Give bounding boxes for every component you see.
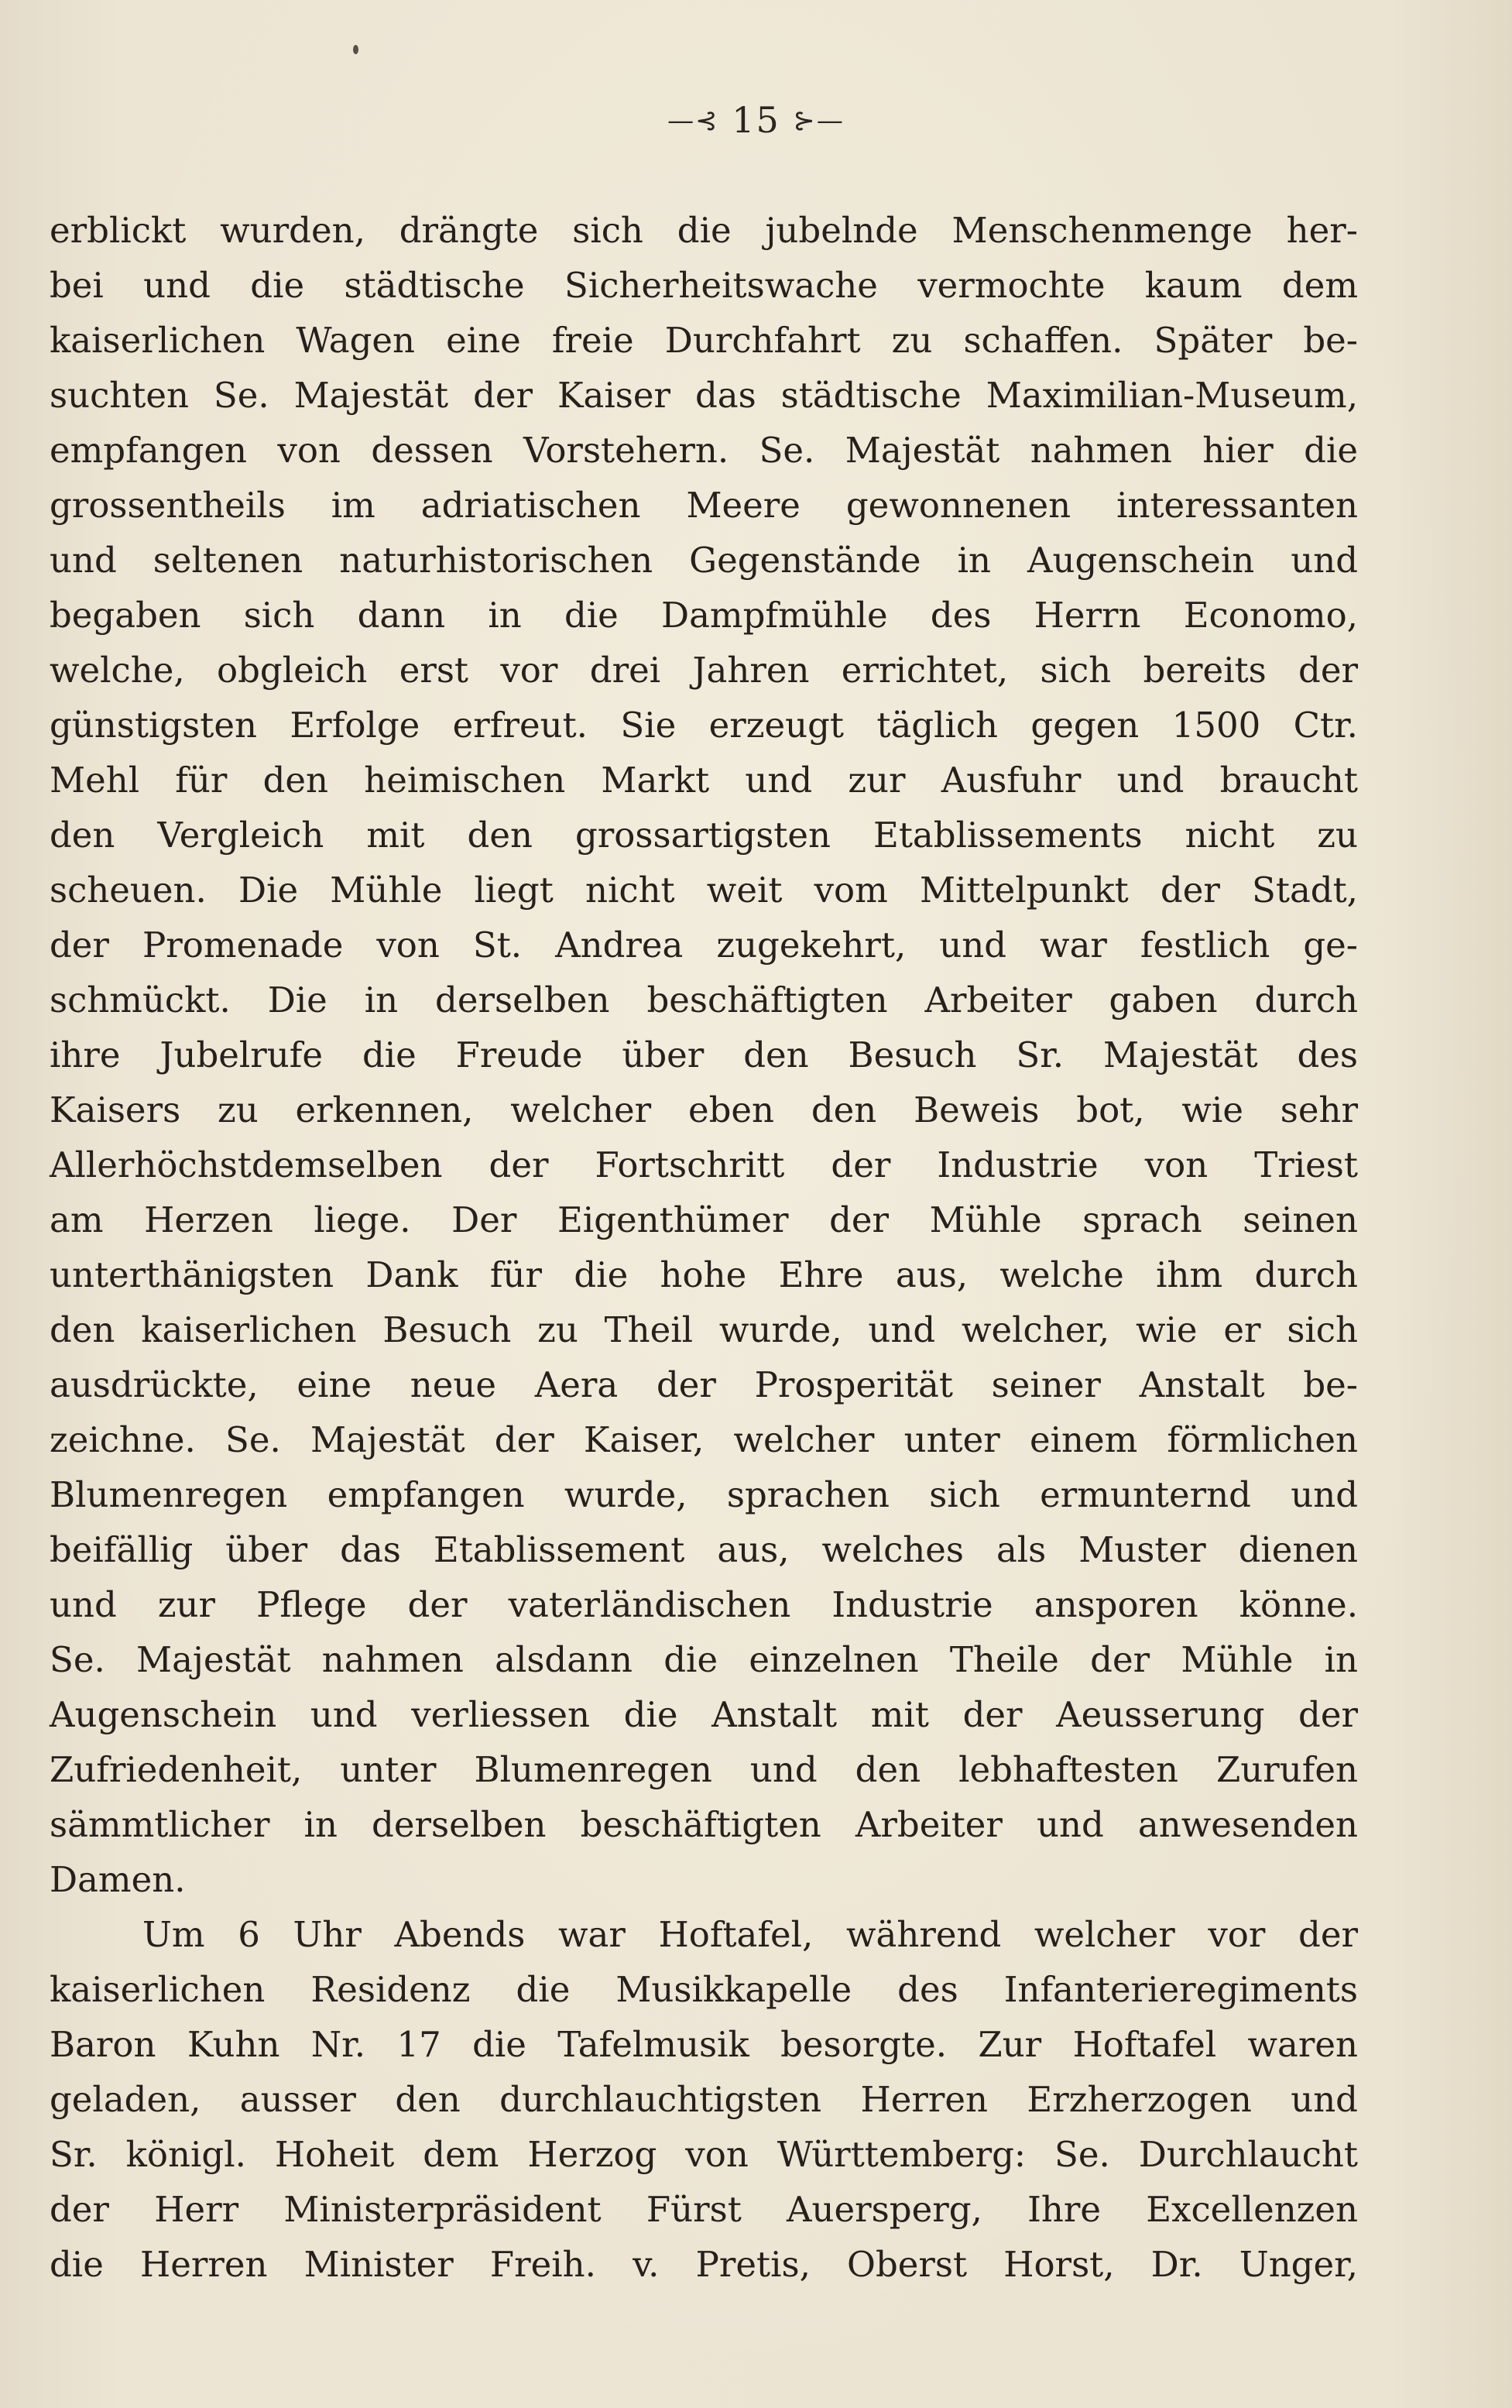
text-line: Allerhöchstdemselben der Fortschritt der Industrie von Triest	[50, 1144, 1358, 1185]
text-line: den Vergleich mit den grossartigsten Etablissements nicht zu	[50, 815, 1358, 856]
text-line: unterthänigsten Dank für die hohe Ehre aus, welche ihm durch	[50, 1254, 1358, 1295]
text-line: Se. Majestät nahmen alsdann die einzelnen Theile der Mühle in	[50, 1639, 1358, 1680]
text-line: Mehl für den heimischen Markt und zur Ausfuhr und braucht	[50, 760, 1358, 801]
text-line: erblickt wurden, drängte sich die jubelnde Menschenmenge her-	[50, 210, 1358, 251]
text-line: günstigsten Erfolge erfreut. Sie erzeugt täglich gegen 1500 Ctr.	[50, 705, 1358, 746]
paragraph-end-line: Damen.	[50, 1859, 186, 1900]
text-line: sämmtlicher in derselben beschäftigten Arbeiter und anwesenden	[50, 1804, 1358, 1845]
ornament-left: —⊰	[667, 105, 719, 136]
text-line: ausdrückte, eine neue Aera der Prosperität seiner Anstalt be-	[50, 1364, 1358, 1405]
text-line: empfangen von dessen Vorstehern. Se. Majestät nahmen hier die	[50, 430, 1358, 471]
text-line: scheuen. Die Mühle liegt nicht weit vom Mittelpunkt der Stadt,	[50, 870, 1358, 911]
text-line: suchten Se. Majestät der Kaiser das städtische Maximilian-Museum,	[50, 375, 1358, 416]
text-line: die Herren Minister Freih. v. Pretis, Oberst Horst, Dr. Unger,	[50, 2244, 1358, 2285]
text-line: Augenschein und verliessen die Anstalt mit der Aeusserung der	[50, 1694, 1358, 1735]
text-line: und zur Pflege der vaterländischen Industrie ansporen könne.	[50, 1584, 1358, 1625]
text-line: kaiserlichen Wagen eine freie Durchfahrt zu schaffen. Später be-	[50, 320, 1358, 361]
page-number: 15	[732, 99, 780, 141]
text-line: schmückt. Die in derselben beschäftigten Arbeiter gaben durch	[50, 979, 1358, 1020]
text-line: kaiserlichen Residenz die Musikkapelle des Infanterieregiments	[50, 1969, 1358, 2010]
text-line: den kaiserlichen Besuch zu Theil wurde, und welcher, wie er sich	[50, 1309, 1358, 1350]
text-line: der Herr Ministerpräsident Fürst Auersperg, Ihre Excellenzen	[50, 2189, 1358, 2230]
text-line: Zufriedenheit, unter Blumenregen und den lebhaftesten Zurufen	[50, 1749, 1358, 1790]
paragraph-start-line: Um 6 Uhr Abends war Hoftafel, während welcher vor der	[142, 1914, 1358, 1955]
text-line: zeichne. Se. Majestät der Kaiser, welcher unter einem förmlichen	[50, 1419, 1358, 1460]
ornament-right: ⊱—	[793, 105, 845, 136]
page-header	[0, 99, 1512, 141]
text-line: Sr. königl. Hoheit dem Herzog von Württemberg: Se. Durchlaucht	[50, 2134, 1358, 2175]
text-line: begaben sich dann in die Dampfmühle des Herrn Economo,	[50, 595, 1358, 636]
ink-speck	[353, 45, 358, 54]
body-text	[50, 203, 1358, 2292]
text-line: welche, obgleich erst vor drei Jahren errichtet, sich bereits der	[50, 650, 1358, 691]
text-line: Blumenregen empfangen wurde, sprachen sich ermunternd und	[50, 1474, 1358, 1515]
text-line: beifällig über das Etablissement aus, welches als Muster dienen	[50, 1529, 1358, 1570]
text-line: am Herzen liege. Der Eigenthümer der Mühle sprach seinen	[50, 1199, 1358, 1240]
text-line: Baron Kuhn Nr. 17 die Tafelmusik besorgte. Zur Hoftafel waren	[50, 2024, 1358, 2065]
text-line: geladen, ausser den durchlauchtigsten Herren Erzherzogen und	[50, 2079, 1358, 2120]
text-line: der Promenade von St. Andrea zugekehrt, und war festlich ge-	[50, 924, 1358, 966]
text-line: bei und die städtische Sicherheitswache vermochte kaum dem	[50, 265, 1358, 306]
text-line: ihre Jubelrufe die Freude über den Besuch Sr. Majestät des	[50, 1034, 1358, 1075]
text-line: Kaisers zu erkennen, welcher eben den Beweis bot, wie sehr	[50, 1089, 1358, 1130]
text-line: grossentheils im adriatischen Meere gewonnenen interessanten	[50, 485, 1358, 526]
text-line: und seltenen naturhistorischen Gegenstände in Augenschein und	[50, 540, 1358, 581]
